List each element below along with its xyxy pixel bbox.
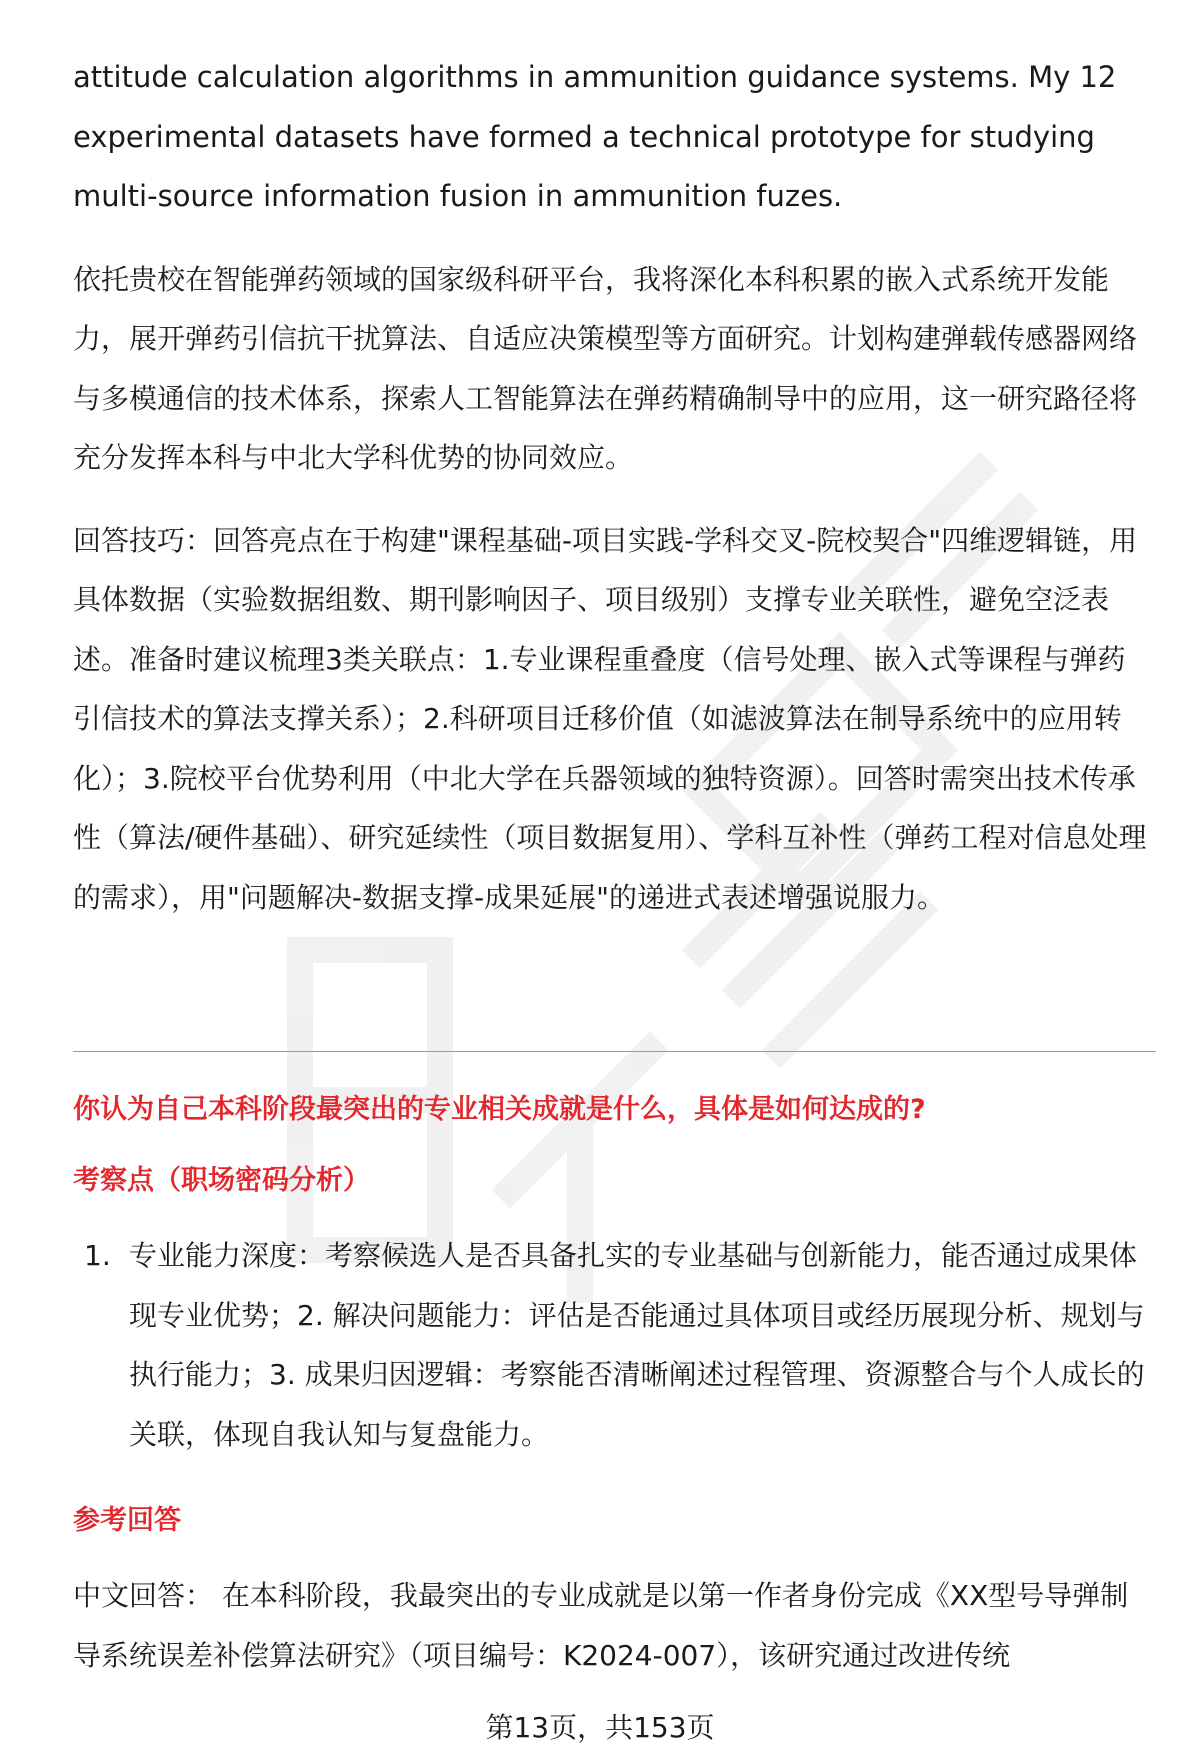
assessment-heading: 考察点（职场密码分析） xyxy=(73,1165,370,1196)
reference-answer-heading: 参考回答 xyxy=(73,1505,181,1536)
question-title: 你认为自己本科阶段最突出的专业相关成就是什么，具体是如何达成的? xyxy=(73,1094,926,1125)
plan-paragraph: 依托贵校在智能弹药领域的国家级科研平台，我将深化本科积累的嵌入式系统开发能力，展开弹药引信抗干扰算法、自适应决策模型等方面研究。计划构建弹载传感器网络与多模通信的技术体系，探索人工智能算法在弹药精确制导中的应用，这一研究路径将充分发挥本科与中北大学科优势的协同效应。 xyxy=(73,262,1138,474)
list-number: 1. xyxy=(84,1239,111,1272)
assessment-list xyxy=(84,1226,1156,1464)
section-divider xyxy=(73,1051,1156,1052)
list-item-text: 专业能力深度：考察候选人是否具备扎实的专业基础与创新能力，能否通过成果体现专业优势；2. 解决问题能力：评估是否能通过具体项目或经历展现分析、规划与执行能力；3. 成果归因逻辑：考察能否清晰阐述过程管理、资源整合与个人成长的关联，体现自我认知与复盘能力。 xyxy=(129,1239,1145,1451)
tips-paragraph: 回答技巧：回答亮点在于构建"课程基础-项目实践-学科交叉-院校契合"四维逻辑链，用具体数据（实验数据组数、期刊影响因子、项目级别）支撑专业关联性，避免空泛表述。准备时建议梳理3类关联点：1.专业课程重叠度（信号处理、嵌入式等课程与弹药引信技术的算法支撑关系）；2.科研项目迁移价值（如滤波算法在制导系统中的应用转化）；3.院校平台优势利用（中北大学在兵器领域的独特资源）。回答时需突出技术传承性（算法/硬件基础）、研究延续性（项目数据复用）、学科互补性（弹药工程对信息处理的需求），用"问题解决-数据支撑-成果延展"的递进式表述增强说服力。 xyxy=(73,523,1147,914)
answer-paragraph-container xyxy=(73,1566,1156,1685)
page-footer: 第13页，共153页 xyxy=(485,1711,715,1744)
main-content xyxy=(73,48,1153,927)
english-paragraph: attitude calculation algorithms in ammunition guidance systems. My 12 experimental datasets have formed a technical prototype for studying multi-source information fusion in ammunition fuzes. xyxy=(73,60,1117,213)
answer-paragraph: 中文回答： 在本科阶段，我最突出的专业成就是以第一作者身份完成《XX型号导弹制导系统误差补偿算法研究》（项目编号：K2024-007），该研究通过改进传统 xyxy=(73,1579,1129,1672)
